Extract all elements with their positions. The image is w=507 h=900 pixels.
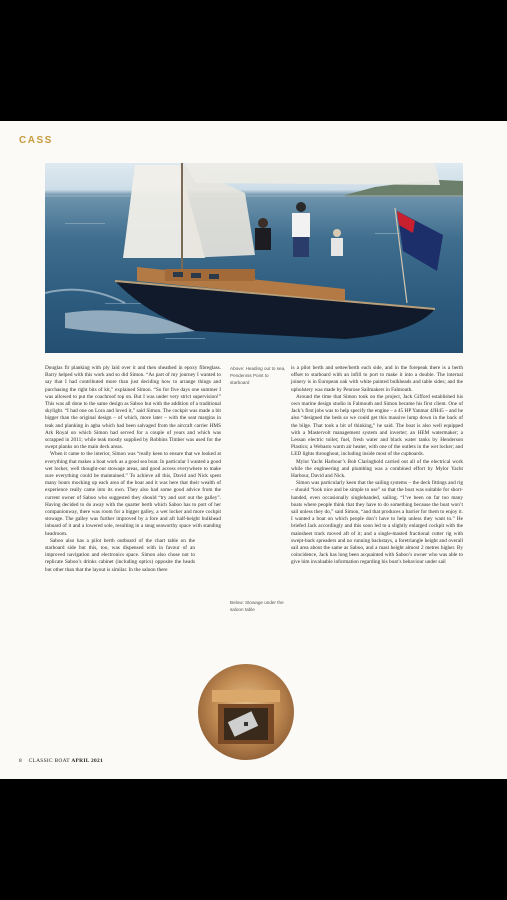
photo-caption-top: Above: Heading out to sea, Pendennis Point to starboard	[230, 366, 286, 386]
paragraph: Around the time that Simon took on the project, Jack Gifford established his own marine design studio in Falmouth and Simon became his first client. One of Jack’s first jobs was to help specify the engine – a 45 HP Yanmar 4JH45 – and he also “designed the beds so we could get this massive lump down in the back of the bilge. That took a bit of thinking,” he said. The boat is also well equipped with a Mastervolt management system and inverter; an HEM watermaker; a Lessan electric toilet; fuel, fresh water and black water tanks by Henderson Plastics; a Webasto warm air heater, with one of the outlets in the wet locker; and LED lights throughout, including inside most of the cupboards.	[291, 393, 463, 458]
paragraph: is a pilot berth and settee/berth each side, and in the forepeak there is a berth offset to starboard with an infill to port to make it into a double. The internal joinery is in European oak with white painted bulkheads and table sides; and the upholstery was made by Penrose Sailmakers in Falmouth.	[291, 365, 463, 393]
stowage-illustration	[198, 664, 294, 760]
saloon-stowage-photo	[198, 664, 294, 760]
article-column-1	[45, 365, 221, 574]
yacht-illustration	[45, 163, 463, 353]
section-tag: CASS	[19, 135, 53, 146]
photo-caption-bottom: Below: Stowage under the saloon table	[230, 600, 284, 613]
magazine-name: CLASSIC BOAT	[28, 758, 70, 764]
issue-date: APRIL 2021	[71, 758, 103, 764]
sailing-yacht-photo	[45, 163, 463, 353]
paragraph: When it came to the interior, Simon was “really keen to ensure that we looked at everything that makes a boat work as a good sea boat. In particular I wanted a good wet locker, well thought-out stowage areas, and good access everywhere to make sure everything could be maintained.” To achieve all this, David and Nick spent many hours mocking up each area of the boat and it was here that their wealth of experience really came into its own. They also had some good advice from the current owner of Saboo who suggested they should “try and sort out the galley”. Having decided to do away with the quarter berth which Saboo has to port of her companionway, there was room for a bigger galley, a wet locker and more cockpit stowage. The galley was further improved by a fore and aft half-height bulkhead inboard of it and a lowered sole, resulting in a snug seaworthy space with standing headroom.	[45, 451, 221, 537]
paragraph: Douglas fir planking with ply laid over it and then sheathed in epoxy fibreglass. Barry helped with this work and so did Simon. “As part of my journey I wanted to say that I had contributed more than just deciding how to arrange things and purchasing the right bits of kit,” explained Simon. “So for five days one summer I was allowed to put the coachroof top on. But I was under very strict supervision!” This was all done to the same design as Saboo but with the addition of a traditional skylight. “I had one on Lora and loved it,” said Simon. The cockpit was made a bit bigger than the original design – of which, more later – with the seat margins in teak and planking in agba which had been salvaged from the aircraft carrier HMS Ark Royal on which Simon had served for a couple of years and which was scrapped in 2011; while teak mostly supplied by Robbins Timber was used for the swept planks on the main deck areas.	[45, 365, 221, 451]
paragraph: Simon was particularly keen that the sailing systems – the deck fittings and rig – should “look nice and be simple to use” so that the boat was suitable for short-handed, even occasionally singlehanded, sailing. “I’ve been on far too many boats where people think that they have to do something because the boat won’t sail unless they do,” said Simon, “and that produces a barrier for them to enjoy it. I wanted a boat on which people don’t have to help unless they want to.” He briefed Jack accordingly and this soon led to a slightly enlarged cockpit with the mainsheet track moved aft of it; and a single-masted fractional cutter rig with swept-back spreaders and no running backstays, a foretriangle height and overall sail area about the same as Saboo, and a mast height almost 2 metres higher. By coincidence, Jack has long been acquainted with Saboo’s owner who was able to give him invaluable information regarding his boat’s behaviour under sail	[291, 480, 463, 566]
paragraph: Saboo also has a pilot berth outboard of the chart table on the starboard side but this, too, was dispensed with in favour of an improved navigation and electronics space. Simon also chose not to replicate Saboo’s drinks cabinet (including optics) opposite the heads but other than that the layout is similar. In the saloon there	[45, 537, 195, 573]
page-number: 8	[19, 758, 22, 764]
page-footer	[19, 758, 103, 764]
magazine-page	[0, 121, 507, 779]
paragraph: Mylor Yacht Harbour’s Bob Claringbold carried out all of the electrical work while the engineering and plumbing was a combined effort by Mylor Yacht Harbour, David and Nick.	[291, 458, 463, 480]
article-column-3	[291, 365, 463, 567]
